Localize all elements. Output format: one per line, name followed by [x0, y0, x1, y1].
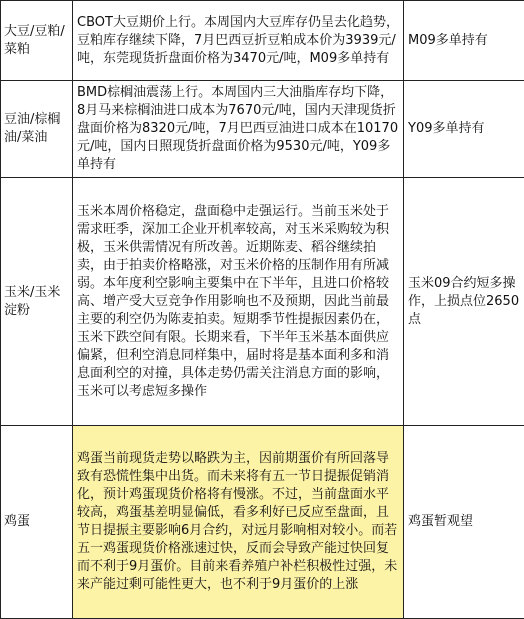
product-cell: 鸡蛋	[1, 426, 73, 619]
table-row-oils	[1, 81, 524, 178]
advice-cell: 鸡蛋暂观望	[404, 426, 524, 619]
product-cell: 玉米/玉米淀粉	[1, 178, 73, 426]
table-row-eggs	[1, 426, 524, 619]
advice-cell: 玉米09合约短多操作，上损点位2650点	[404, 178, 524, 426]
analysis-cell: CBOT大豆期价上行。本周国内大豆库存仍呈去化趋势，豆粕库存继续下降，7月巴西豆折豆粕成本价为3939元/吨，东莞现货折盘面价格为3470元/吨，M09多单持有	[73, 1, 404, 81]
product-cell: 大豆/豆粕/菜粕	[1, 1, 73, 81]
table-row-soy-meal	[1, 1, 524, 81]
product-cell: 豆油/棕榈油/菜油	[1, 81, 73, 178]
table-row-corn	[1, 178, 524, 426]
analysis-cell: 玉米本周价格稳定，盘面稳中走强运行。当前玉米处于需求旺季，深加工企业开机率较高，对玉米采购较为积极，玉米供需情况有所改善。近期陈麦、稻谷继续拍卖，由于拍卖价格略涨，对玉米价格的压制作用有所减弱。本年度利空影响主要集中在下半年，且进口价格较高、增产受大豆竞争作用影响也不及预期，因此当前最主要的利空仍为陈麦拍卖。短期季节性提振因素仍在，玉米下跌空间有限。长期来看，下半年玉米基本面供应偏紧，但利空消息同样集中，届时将是基本面利多和消息面利空的对撞，具体走势仍需关注消息方面的影响，玉米可以考虑短多操作	[73, 178, 404, 426]
analysis-cell: BMD棕榈油震荡上行。本周国内三大油脂库存均下降，8月马来棕榈油进口成本为7670元/吨，国内天津现货折盘面价格为8320元/吨，7月巴西豆油进口成本在10170元/吨，国内日照现货折盘面价格为9530元/吨，Y09多单持有	[73, 81, 404, 178]
advice-cell: M09多单持有	[404, 1, 524, 81]
advice-cell: Y09多单持有	[404, 81, 524, 178]
analysis-cell: 鸡蛋当前现货走势以略跌为主，因前期蛋价有所回落导致有恐慌性集中出货。而未来将有五一节日提振促销消化，预计鸡蛋现货价格将有慢涨。不过，当前盘面水平较高，鸡蛋基差明显偏低，看多利好已反应至盘面，且节日提振主要影响6月合约，对远月影响相对较小。而若五一鸡蛋现货价格涨速过快，反而会导致产能过快回复而不利于9月蛋价。目前来看养殖户补栏积极性过强，未来产能过剩可能性更大，也不利于9月蛋价的上涨	[73, 426, 404, 619]
